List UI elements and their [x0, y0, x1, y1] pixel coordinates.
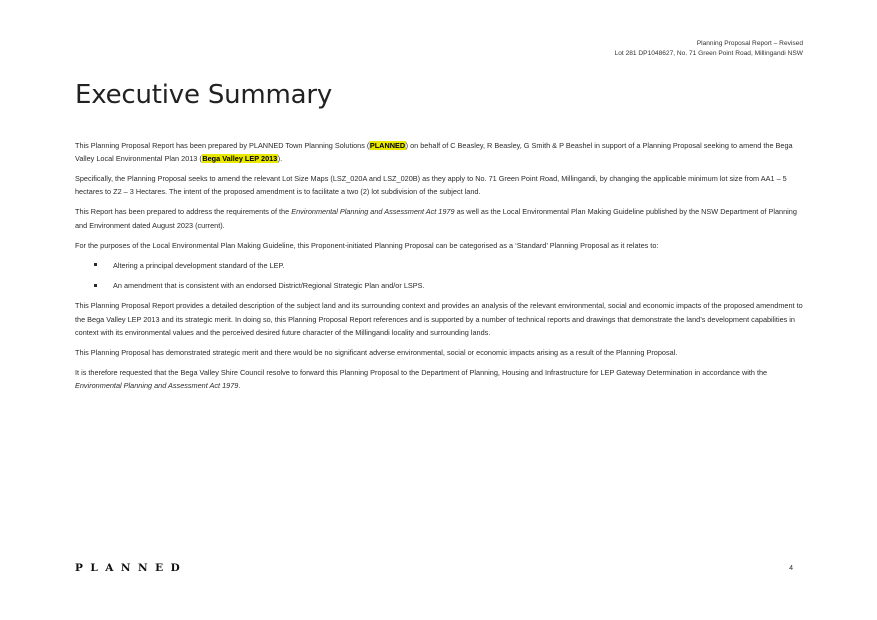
request-text-1: It is therefore requested that the Bega Valley Shire Council resolve to forward this Planning Proposal to the Department of Planning, Housing and Infrastructure for LEP Gateway Determination in accordance with the: [75, 367, 768, 377]
bullet-marker: [94, 284, 97, 287]
act-reference: Environmental Planning and Assessment Act 1979: [75, 381, 239, 390]
header-report-title: Planning Proposal Report – Revised: [696, 40, 803, 47]
document-body: [75, 139, 810, 399]
strategic-merit-paragraph: This Planning Proposal has demonstrated strategic merit and there would be no significant adverse environmental, social or economic impacts arising as a result of the Planning Proposal.: [75, 347, 678, 357]
request-text-2: .: [238, 381, 241, 390]
header-property-address: Lot 281 DP1048627, No. 71 Green Point Road, Millingandi NSW: [614, 50, 803, 57]
lot-size-paragraph: Specifically, the Planning Proposal seeks to amend the relevant Lot Size Maps (LSZ_020A and LSZ_020B) as they apply to No. 71 Green Point Road, Millingandi, by changing the applicable minimum lot size from AA1 – 5 hectares to Z2 – 3 Hectares. The intent of the proposed amendment is to facilitate a two (2) lot subdivision of the subject land.: [75, 174, 787, 197]
description-paragraph: This Planning Proposal Report provides a detailed description of the subject land and its surrounding context and provides an analysis of the relevant environmental, social and economic impacts of the proposed amendment to the Bega Valley LEP 2013 and its strategic merit. In doing so, this Planning Proposal Report references and is supported by a number of technical reports and drawings that demonstrate the land’s development capabilities in context with its environmental values and the perceived desired future character of the Millingandi locality and surrounding lands.: [75, 301, 803, 337]
highlight-bega-valley-lep: Bega Valley LEP 2013: [202, 154, 278, 164]
requirements-text-1: This Report has been prepared to address the requirements of the: [75, 207, 292, 217]
categorisation-paragraph: For the purposes of the Local Environmental Plan Making Guideline, this Proponent-initiated Planning Proposal can be categorised as a ‘Standard’ Planning Proposal as it relates to:: [75, 240, 659, 250]
page-number: 4: [789, 565, 793, 572]
request-paragraph: [75, 366, 810, 392]
intro-text-2: ) on behalf of C Beasley, R Beasley, G Smith & P Beashel in support of a Planning Proposal seeking to amend the Bega Valley Local Environmental Plan 2013 (: [75, 141, 793, 164]
requirements-text-2: as well as the Local Environmental Plan Making Guideline published by the NSW Department of Planning and Environment dated August 2023 (current).: [75, 207, 797, 230]
page-header: [615, 39, 803, 59]
highlight-planned: PLANNED: [369, 141, 406, 150]
planned-logo: PLANNED: [75, 562, 188, 574]
bullet-item: [75, 279, 810, 292]
bullet-item: [75, 259, 810, 272]
page-title: Executive Summary: [75, 80, 333, 110]
bullet-text: An amendment that is consistent with an endorsed District/Regional Strategic Plan and/or LSPS.: [113, 281, 425, 290]
bullet-text: Altering a principal development standard of the LEP.: [113, 260, 285, 270]
bullet-marker: [94, 263, 97, 266]
intro-text-3: ).: [277, 154, 283, 164]
requirements-paragraph: [75, 205, 810, 231]
act-reference: Environmental Planning and Assessment Act 1979: [291, 207, 455, 217]
bullet-list: [75, 259, 810, 293]
intro-text-1: This Planning Proposal Report has been prepared by PLANNED Town Planning Solutions (: [75, 141, 370, 150]
intro-paragraph: [75, 139, 810, 165]
